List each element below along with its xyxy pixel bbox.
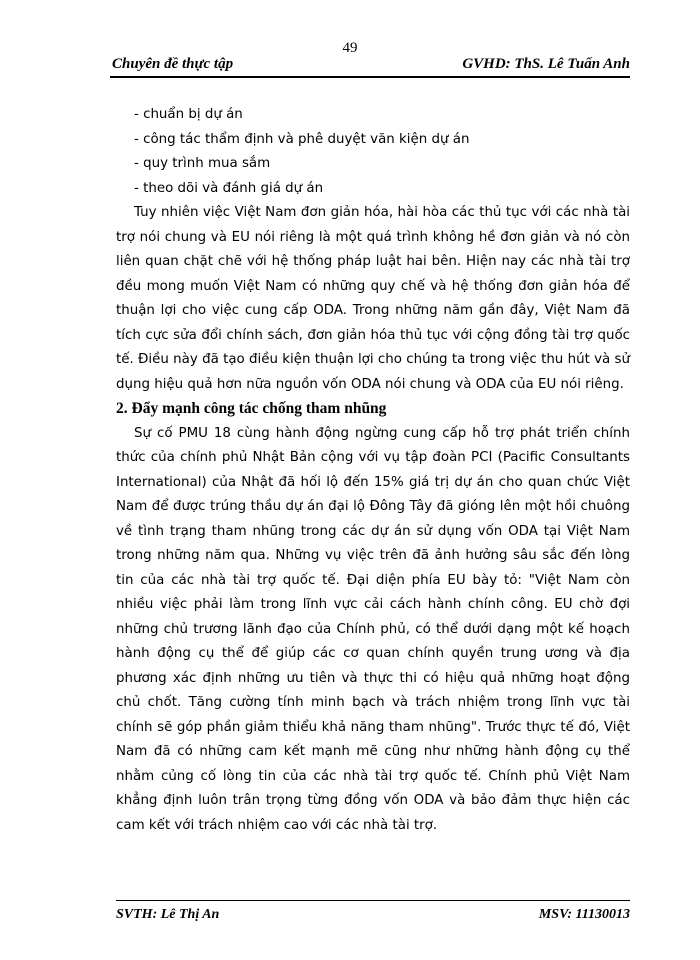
- bullet-item: - công tác thẩm định và phê duyệt văn kiện dự án: [134, 131, 470, 147]
- page-number: 49: [342, 40, 358, 56]
- bullet-item: - chuẩn bị dự án: [134, 107, 243, 122]
- paragraph-simplification: Tuy nhiên việc Việt Nam đơn giản hóa, hài hòa các thủ tục với các nhà tài trợ nói chung và EU nói riêng là một quá trình không hề đơn giản và nó còn liên quan chặt chẽ với hệ thống pháp luật hai bên. Hiện nay các nhà tài trợ đều mong muốn Việt Nam có những quy chế và hệ thống đơn giản hóa để thuận lợi cho việc cung cấp ODA. Trong những năm gần đây, Việt Nam đã tích cực sửa đổi chính sách, đơn giản hóa thủ tục với cộng đồng tài trợ quốc tế. Điều này đã tạo điều kiện thuận lợi cho chúng ta trong việc thu hút và sử dụng hiệu quả hơn nữa nguồn vốn ODA nói chung và ODA của EU nói riêng.: [116, 205, 630, 392]
- document-body: [116, 103, 630, 838]
- section-heading: 2. Đẩy mạnh công tác chống tham nhũng: [116, 400, 387, 417]
- bullet-item: - quy trình mua sắm: [134, 156, 271, 171]
- bullet-item: - theo dõi và đánh giá dự án: [134, 180, 324, 196]
- footer-student-id: MSV: 11130013: [538, 907, 630, 922]
- paragraph-anti-corruption: Sự cố PMU 18 cùng hành động ngừng cung cấp hỗ trợ phát triển chính thức của chính phủ Nhật Bản cộng với vụ tập đoàn PCI (Pacific Consultants International) của Nhật đã hối lộ đến 15% giá trị dự án cho quan chức Việt Nam để được trúng thầu dự án đại lộ Đông Tây đã gióng lên một hồi chuông về tình trạng tham nhũng trong các dự án sử dụng vốn ODA tại Việt Nam trong những năm qua. Những vụ việc trên đã ảnh hưởng sâu sắc đến lòng tin của các nhà tài trợ quốc tế. Đại diện phía EU bày tỏ: "Việt Nam còn nhiều việc phải làm trong lĩnh vực cải cách hành chính công. EU chờ đợi những chủ trương lãnh đạo của Chính phủ, có thể dưới dạng một kế hoạch hành động cụ thể để giúp các cơ quan chính quyền trung ương và địa phương xác định những ưu tiên và thực thi có hiệu quả những hoạt động chủ chốt. Tăng cường tính minh bạch và trách nhiệm trong lĩnh vực tài chính sẽ góp phần giảm thiểu khả năng tham nhũng". Trước thực tế đó, Việt Nam đã có những cam kết mạnh mẽ cũng như những hành động cụ thể nhằm củng cố lòng tin của các nhà tài trợ quốc tế. Chính phủ Việt Nam khẳng định luôn trân trọng từng đồng vốn ODA và bảo đảm thực hiện các cam kết với trách nhiệm cao với các nhà tài trợ.: [116, 425, 630, 833]
- footer-student: SVTH: Lê Thị An: [116, 907, 220, 922]
- page-footer: [116, 900, 630, 927]
- header-document-title: Chuyên đề thực tập: [112, 56, 234, 72]
- header-supervisor: GVHD: ThS. Lê Tuấn Anh: [462, 56, 630, 72]
- page-header: [110, 56, 630, 78]
